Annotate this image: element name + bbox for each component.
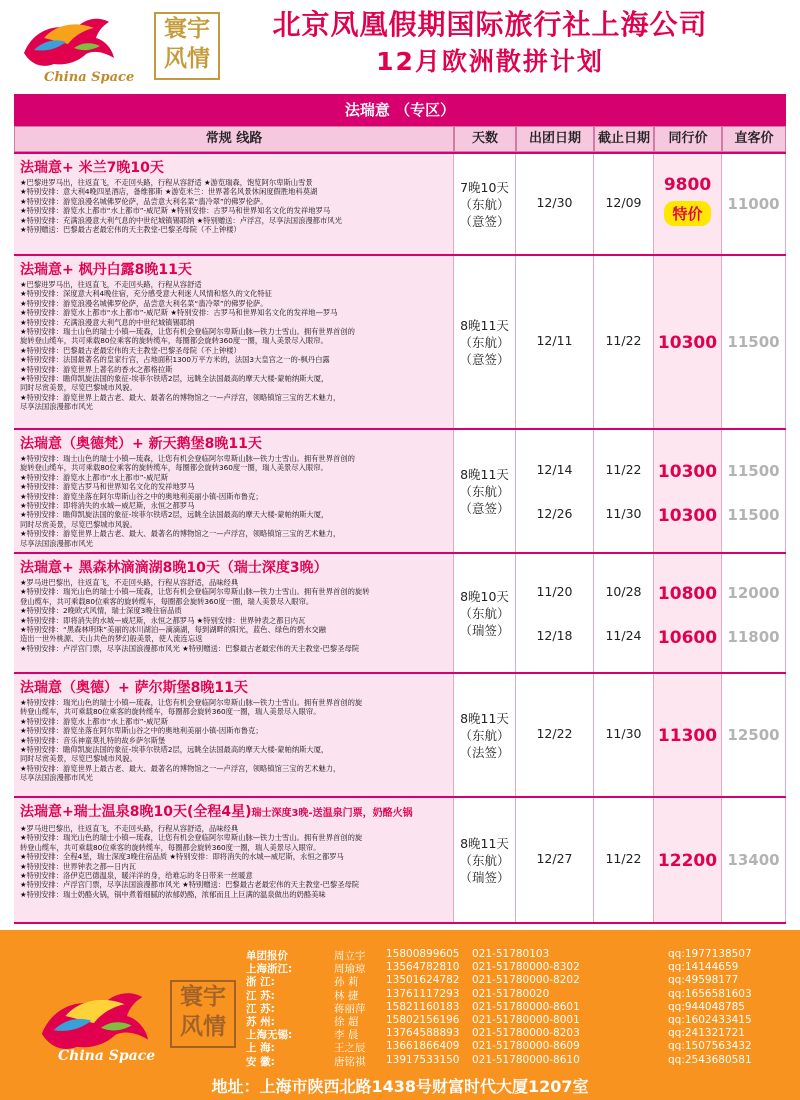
route-desc-line: ★特别安排：世界钟表之都—日内瓦 — [20, 861, 136, 871]
days-cell — [454, 674, 516, 796]
contact-phone: 021-51780000-8609 — [472, 1040, 580, 1053]
route-desc-line: ★特别安排：游览浪漫名城佛罗伦萨，品尝意大利名菜“翡冷翠”的佛罗伦萨。 — [20, 196, 268, 206]
brand-chinese: 寰宇风情 — [154, 12, 220, 80]
column-header: 同行价 — [654, 126, 722, 152]
cutoff-date-cell — [594, 798, 654, 922]
days-text: 8晚11天 — [460, 467, 509, 482]
contact-qq: qq:1602433415 — [668, 1014, 752, 1026]
days-text: （瑞签） — [459, 870, 510, 885]
route-desc-line: ★罗马进巴黎出，往返直飞，不走回头路，行程从容舒适，品味经典 — [20, 824, 239, 833]
departure-date-cell — [516, 256, 594, 428]
route-desc-line: ★特别安排：游览古罗马和世界知名文化的发祥地罗马 — [20, 482, 195, 492]
days-text: 8晚11天 — [460, 836, 509, 851]
days-cell — [454, 554, 516, 672]
contact-name: 蒋丽萍 — [334, 1002, 366, 1015]
peer-price: 9800 — [663, 175, 712, 195]
route-desc-line: ★特别安排：瞻仰凯旋法国的象征-埃菲尔铁塔2层，远眺全法国最高的摩天大楼-蒙帕纳斯大厦， — [20, 510, 329, 520]
brand-english: China Space — [44, 70, 135, 85]
days-text: （意签） — [459, 352, 510, 367]
days-text: （东航） — [459, 606, 510, 621]
direct-price: 11800 — [727, 628, 780, 646]
route-cell — [14, 154, 454, 254]
route-row — [14, 672, 786, 796]
peer-price-cell — [654, 554, 722, 672]
contact-mobile: 13501624782 — [386, 974, 460, 987]
route-desc-line: ★特别安排：瞻仰凯旋法国的象征-埃菲尔铁塔2层，远眺全法国最高的摩天大楼-蒙帕纳斯大厦， — [20, 374, 329, 384]
peer-price: 12200 — [657, 851, 718, 871]
contact-region: 江 苏: — [246, 989, 275, 1002]
zone-header: 法瑞意 （专区） — [14, 94, 786, 126]
contact-qq: qq:944048785 — [668, 1000, 745, 1013]
direct-price: 11500 — [727, 506, 780, 524]
column-header: 出团日期 — [516, 126, 594, 152]
days-cell — [454, 154, 516, 254]
route-desc-line: ★特别安排：瑞士奶酪火锅，锅中煮着细腻的浓郁奶酪，浓郁而且上巨满的温泉做出的奶酪美味 — [20, 889, 326, 899]
route-desc-line: ★特别安排：游览世界上最古老、最大、最著名的博物馆之一—卢浮宫，领略镇馆三宝的艺术魅力， — [20, 763, 341, 773]
contact-region: 江 苏: — [246, 1002, 275, 1015]
departure-date: 12/27 — [536, 851, 573, 866]
route-desc-line: ★特别安排：游览世界上最古老、最大、最著名的博物馆之一—卢浮宫，领略镇馆三宝的艺术魅力， — [20, 529, 341, 539]
itinerary-table — [14, 94, 786, 922]
route-desc-line: ★特别安排：瑞光山色的瑞士小镇—琉森，让您有机会登临阿尔卑斯山脉—铁力士雪山。拥有世界首创的旋转 — [20, 587, 370, 597]
route-row — [14, 552, 786, 672]
route-desc-line: ★特别安排：游览浪漫名城佛罗伦萨，品尝意大利名菜“翡冷翠”的佛罗伦萨。 — [20, 298, 268, 308]
peer-price-cell — [654, 674, 722, 796]
column-header: 直客价 — [722, 126, 786, 152]
contact-region: 安 徽: — [246, 1055, 275, 1068]
route-cell — [14, 256, 454, 428]
direct-price-cell — [722, 154, 786, 254]
contact-phone: 021-51780000-8203 — [472, 1027, 580, 1040]
route-cell — [14, 430, 454, 552]
route-desc-line: ★特别安排：瞻仰凯旋法国的象征-埃菲尔铁塔2层，远眺全法国最高的摩天大楼-蒙帕纳斯大厦， — [20, 745, 329, 755]
contact-name: 林 捷 — [334, 989, 359, 1002]
cutoff-date-cell — [594, 154, 654, 254]
departure-date: 12/11 — [536, 333, 573, 348]
footer-brand-english: China Space — [58, 1048, 156, 1064]
route-desc-line: ★特别安排：充满浪漫意大利气息的中世纪城镇锡耶纳 ★特别赠送：卢浮宫，尽享法国浪漫都市风光 — [20, 215, 342, 225]
contact-qq: qq:241321721 — [668, 1027, 745, 1040]
page-subtitle: 12月欧洲散拼计划 — [376, 47, 604, 76]
footer-logo — [30, 980, 250, 1070]
contact-name: 李 晨 — [334, 1029, 359, 1042]
special-offer-badge: 特价 — [664, 201, 710, 226]
route-desc-line: 尽享法国浪漫都市风光 — [20, 773, 93, 783]
cutoff-date: 11/24 — [605, 628, 642, 643]
contact-name: 王之辰 — [334, 1042, 366, 1055]
direct-price: 13400 — [727, 851, 780, 869]
cutoff-date: 11/22 — [605, 851, 642, 866]
direct-price-cell — [722, 674, 786, 796]
route-title-text: 法瑞意（奥德梵）+ 新天鹅堡8晚11天 — [20, 436, 262, 452]
peer-price-cell — [654, 256, 722, 428]
departure-date-cell — [516, 798, 594, 922]
departure-date: 12/18 — [536, 628, 573, 643]
route-desc-line: ★特别安排：深度意大利4晚住宿，充分感受意大利迷人风情和悠久的文化特征 — [20, 289, 272, 299]
route-desc-line: ★特别安排：瑞光山色的瑞士小镇—琉森，让您有机会登临阿尔卑斯山脉—铁力士雪山。拥有世界首创的旋 — [20, 698, 363, 707]
peer-price: 10300 — [657, 506, 718, 526]
footer-brand-chinese: 寰宇风情 — [170, 980, 236, 1048]
contact-mobile: 13761117293 — [386, 987, 460, 1000]
route-desc-line: ★特别安排：法国最著名的皇家行宫，占地面积1300万平方米的，法国3大皇宫之一的-枫丹白露 — [20, 355, 330, 365]
cutoff-date: 11/30 — [605, 506, 642, 521]
days-text: （东航） — [459, 728, 510, 743]
contact-name: 徐 超 — [334, 1016, 359, 1028]
flying-horse-logo-icon — [14, 8, 124, 73]
direct-price: 11500 — [727, 462, 780, 480]
column-header: 天数 — [454, 126, 516, 152]
cutoff-date: 11/22 — [605, 462, 642, 477]
route-title-note: 瑞士深度3晚-送温泉门票，奶酪火锅 — [251, 808, 413, 819]
route-desc-line: ★巴黎进罗马出，往返直飞，不走回头路，行程从容舒适 ★游览瑞森，饱览阿尔卑斯山雪景 — [20, 178, 313, 187]
contact-qq: qq:2543680581 — [668, 1053, 752, 1066]
direct-price: 11000 — [727, 195, 780, 213]
contact-phone: 021-51780000-8202 — [472, 974, 580, 987]
route-desc-line: ★特别赠送：巴黎最古老最宏伟的天主教堂-巴黎圣母院（不上钟楼） — [20, 225, 241, 235]
contact-mobile: 15802156196 — [386, 1014, 460, 1026]
contact-qq: qq:1656581603 — [668, 987, 752, 1000]
peer-price-cell — [654, 154, 722, 254]
route-row — [14, 152, 786, 254]
page-title: 北京凤凰假期国际旅行社上海公司 — [272, 8, 708, 41]
contact-mobile: 13661866409 — [386, 1040, 460, 1053]
column-header: 截止日期 — [594, 126, 654, 152]
contact-qq: qq:1977138507 — [668, 948, 752, 960]
departure-date: 12/22 — [536, 726, 573, 741]
route-cell — [14, 674, 454, 796]
special-offer-badge-wrap — [654, 201, 721, 226]
contact-qq: qq:1507563432 — [668, 1040, 752, 1053]
route-title-text: 法瑞意+ 米兰7晚10天 — [20, 160, 164, 176]
days-text: 8晚10天 — [460, 589, 509, 604]
route-row — [14, 796, 786, 922]
contact-phone: 021-51780000-8610 — [472, 1053, 580, 1066]
direct-price-cell — [722, 256, 786, 428]
route-desc-line: 造出一世外桃源、天山共色的梦幻般美景，使人流连忘返 — [20, 634, 203, 644]
peer-price: 11300 — [657, 726, 718, 746]
route-cell — [14, 554, 454, 672]
route-desc-line: ★特别安排：巴黎最古老最宏伟的天主教堂-巴黎圣母院（不上钟楼） — [20, 345, 241, 355]
route-desc-line: 同时尽赏美景，尽览巴黎城市风貌。 — [20, 754, 137, 764]
route-desc-line: ★特别安排：即将消失的水城—威尼斯，永恒之都罗马 — [20, 501, 195, 511]
route-title-text: 法瑞意+ 枫丹白露8晚11天 — [20, 262, 192, 278]
departure-date-cell — [516, 674, 594, 796]
departure-date-cell — [516, 554, 594, 672]
contact-name: 唐铭祺 — [334, 1055, 366, 1068]
contact-phone: 021-51780000-8601 — [472, 1000, 580, 1013]
route-desc-line: ★特别安排：全程4星，瑞士深度3晚住宿品质 ★特别安排：即将消失的水城—威尼斯，永恒之都罗马 — [20, 852, 344, 862]
days-text: （意签） — [459, 214, 510, 229]
contact-mobile: 13564782810 — [386, 961, 460, 974]
departure-date: 11/20 — [536, 584, 573, 599]
route-desc-line: ★特别安排：游览世界上最古老、最大、最著名的博物馆之一—卢浮宫，领略镇馆三宝的艺术魅力， — [20, 392, 341, 402]
route-title — [20, 260, 447, 280]
route-desc-line: ★特别安排：卢浮宫门票，尽享法国浪漫都市风光 ★特别赠送：巴黎最古老最宏伟的天主教堂-巴黎圣母院 — [20, 880, 360, 890]
days-text: 8晚11天 — [460, 318, 509, 333]
days-text: （东航） — [459, 853, 510, 868]
route-desc-line: 旋转登山缆车，共可乘载80位乘客的旋转缆车，每圈都会旋转360度一圈，瑞人美景尽入眼帘。 — [20, 336, 328, 346]
contact-name: 周立宇 — [334, 950, 366, 962]
route-desc-line: ★特别安排：充满浪漫意大利气息的中世纪城镇锡耶纳 — [20, 317, 195, 327]
contact-phone: 021-51780000-8302 — [472, 961, 580, 974]
route-desc-line: ★特别安排：洛伊克巴德温泉，暖洋洋的身，给难忘的冬日带来一丝暖意 — [20, 871, 253, 881]
days-text: 7晚10天 — [460, 180, 509, 195]
contact-phone: 021-51780103 — [472, 948, 550, 960]
cutoff-date-cell — [594, 430, 654, 552]
route-desc-line: ★特别安排：瑞士山色的瑞士小镇—琉森，让您有机会登临阿尔卑斯山脉—铁力士雪山。拥有世界首创的 — [20, 327, 355, 337]
direct-price: 12500 — [727, 726, 780, 744]
days-text: 8晚11天 — [460, 711, 509, 726]
cutoff-date: 12/09 — [605, 195, 642, 210]
route-desc-line: ★特别安排：音乐神童莫扎特的故乡萨尔斯堡 — [20, 735, 166, 745]
contact-region: 上海浙江: — [246, 963, 293, 976]
contact-region: 上 海: — [246, 1042, 275, 1055]
route-title-text: 法瑞意+瑞士温泉8晚10天(全程4星) — [20, 804, 252, 820]
route-desc-line: ★特别安排：游览坐落在阿尔卑斯山谷之中的奥地利美丽小镇-因斯布鲁克； — [20, 726, 263, 736]
direct-price-cell — [722, 554, 786, 672]
peer-price-cell — [654, 798, 722, 922]
cutoff-date: 10/28 — [605, 584, 642, 599]
direct-price: 12000 — [727, 584, 780, 602]
title-block — [230, 6, 750, 80]
route-desc-line: ★特别安排：游览水上都市“水上都市”-威尼斯 — [20, 716, 169, 726]
peer-price-cell — [654, 430, 722, 552]
contact-region: 上海无锡: — [246, 1029, 293, 1042]
route-row — [14, 254, 786, 428]
direct-price: 11500 — [727, 333, 780, 351]
cutoff-date-cell — [594, 554, 654, 672]
contact-phone: 021-51780020 — [472, 987, 550, 1000]
route-desc-line: ★特别安排：瑞士山色的瑞士小镇—琉森，让您有机会登临阿尔卑斯山脉—铁力士雪山。拥有世界首创的 — [20, 454, 355, 463]
header — [0, 0, 800, 94]
peer-price: 10300 — [657, 333, 718, 353]
peer-price: 10300 — [657, 462, 718, 482]
route-desc-line: ★罗马进巴黎出，往返直飞，不走回头路，行程从容舒适，品味经典 — [20, 578, 239, 587]
route-desc-line: ★特别安排：瑞光山色的瑞士小镇—琉森，让您有机会登临阿尔卑斯山脉—铁力士雪山。拥有世界首创的旋 — [20, 833, 363, 843]
contact-mobile: 13764588893 — [386, 1027, 460, 1040]
route-desc-line: ★特别安排：游览水上都市“水上都市”-威尼斯 ★特别安排：古罗马和世界知名文化的发祥地罗马 — [20, 206, 331, 216]
route-desc-line: ★特别安排：游览水上都市“水上都市”-威尼斯 — [20, 472, 169, 482]
route-desc-line: ★特别安排：卢浮宫门票，尽享法国浪漫都市风光 ★特别赠送：巴黎最古老最宏伟的天主教堂-巴黎圣母院 — [20, 643, 360, 653]
contact-name: 周瑜琼 — [334, 963, 366, 976]
cutoff-date-cell — [594, 674, 654, 796]
route-desc-line: ★特别安排：意大利4晚四星酒店，备维都斯 ★游览米兰：世界著名风景休闲度假胜地科莫湖 — [20, 187, 318, 197]
route-desc-line: ★巴黎进罗马出，往返直飞，不走回头路，行程从容舒适 — [20, 280, 202, 289]
contact-qq: qq:49598177 — [668, 974, 739, 987]
route-title — [20, 158, 447, 178]
route-title — [20, 802, 447, 824]
departure-date: 12/30 — [536, 195, 573, 210]
route-desc-line: ★特别安排：“黑森林明珠”美丽的冰川湖泊—滴滴湖，每到湖畔的阳光，蓝色、绿色的碧水交融 — [20, 625, 326, 635]
cutoff-date: 11/22 — [605, 333, 642, 348]
route-desc-line: 同时尽赏美景，尽览巴黎城市风貌。 — [20, 383, 137, 393]
route-title — [20, 678, 447, 698]
route-desc-line: 尽享法国浪漫都市风光 — [20, 538, 93, 548]
days-text: （东航） — [459, 484, 510, 499]
footer-flying-horse-icon — [30, 980, 160, 1058]
cutoff-date: 11/30 — [605, 726, 642, 741]
departure-date-cell — [516, 430, 594, 552]
contact-region: 浙 江: — [246, 976, 275, 989]
logo — [14, 8, 244, 88]
route-desc-line: ★特别安排：即将消失的水城—威尼斯，永恒之都罗马 ★特别安排：世界钟表之都日内瓦 — [20, 615, 306, 625]
days-cell — [454, 430, 516, 552]
route-desc-line: 尽享法国浪漫都市风光 — [20, 402, 93, 412]
contact-mobile: 15800899605 — [386, 948, 460, 960]
contact-mobile: 13917533150 — [386, 1053, 460, 1066]
route-desc-line: 转登山缆车，共可乘载80位乘客的旋转缆车，每圈都会旋转360度一圈，瑞人美景尽入眼帘。 — [20, 842, 321, 852]
departure-date: 12/26 — [536, 506, 573, 521]
days-text: （瑞签） — [459, 623, 510, 638]
contact-name: 孙 莉 — [334, 976, 359, 989]
address: 地址：上海市陕西北路1438号财富时代大厦1207室 — [211, 1077, 589, 1096]
route-desc-line: ★特别安排：游览水上都市“水上都市”-威尼斯 ★特别安排：古罗马和世界知名文化的发祥地—罗马 — [20, 308, 338, 318]
cutoff-date-cell — [594, 256, 654, 428]
route-row — [14, 428, 786, 552]
departure-date: 12/14 — [536, 462, 573, 477]
route-title-text: 法瑞意（奥德）+ 萨尔斯堡8晚11天 — [20, 680, 248, 696]
route-desc-line: ★特别安排：2晚欧式风情，瑞士深度3晚住宿品质 — [20, 606, 182, 616]
days-text: （东航） — [459, 197, 510, 212]
route-cell — [14, 798, 454, 922]
route-title — [20, 558, 447, 578]
days-text: （东航） — [459, 335, 510, 350]
column-header: 常规 线路 — [14, 126, 454, 152]
route-desc-line: ★特别安排：游览世界上著名的香水之都格拉斯 — [20, 364, 173, 374]
days-text: （意签） — [459, 501, 510, 516]
contacts-heading: 单团报价 — [246, 950, 288, 962]
table-bottom-border — [14, 922, 786, 924]
route-desc-line: 同时尽赏美景，尽览巴黎城市风貌。 — [20, 519, 137, 529]
days-text: （法签） — [459, 745, 510, 760]
route-title-text: 法瑞意+ 黑森林滴滴湖8晚10天（瑞士深度3晚） — [20, 560, 328, 576]
contact-mobile: 15821160183 — [386, 1000, 460, 1013]
contact-qq: qq:14144659 — [668, 961, 739, 974]
route-desc-line: 登山缆车，共可乘载80位乘客的旋转缆车，每圈都会旋转360度一圈，瑞人美景尽入眼帘。 — [20, 596, 314, 606]
direct-price-cell — [722, 430, 786, 552]
route-title — [20, 434, 447, 454]
peer-price: 10600 — [657, 628, 718, 648]
direct-price-cell — [722, 798, 786, 922]
peer-price: 10800 — [657, 584, 718, 604]
route-desc-line: 旋转登山缆车，共可乘载80位乘客的旋转缆车，每圈都会旋转360度一圈，瑞人美景尽入眼帘。 — [20, 463, 328, 473]
route-desc-line: 转登山缆车，共可乘载80位乘客的旋转缆车，每圈都会旋转360度一圈，瑞人美景尽入眼帘。 — [20, 707, 321, 717]
days-cell — [454, 256, 516, 428]
days-cell — [454, 798, 516, 922]
contact-phone: 021-51780000-8001 — [472, 1014, 580, 1026]
contact-region: 苏 州: — [246, 1016, 275, 1028]
departure-date-cell — [516, 154, 594, 254]
route-desc-line: ★特别安排：游览坐落在阿尔卑斯山谷之中的奥地利美丽小镇-因斯布鲁克； — [20, 491, 263, 501]
